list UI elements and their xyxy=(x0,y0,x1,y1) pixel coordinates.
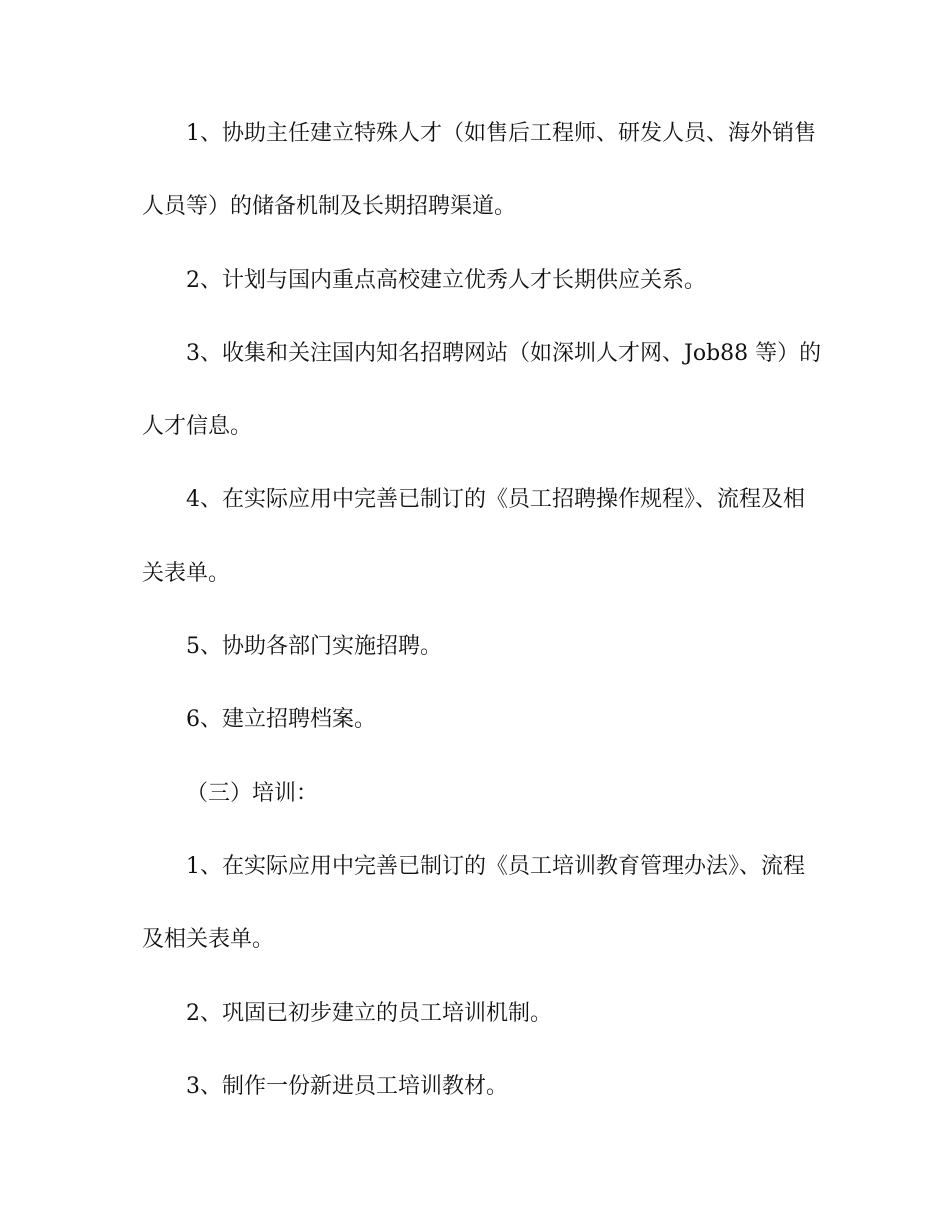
paragraph-line-3: 2、计划与国内重点高校建立优秀人才长期供应关系。 xyxy=(186,267,706,293)
paragraph-line-13: 2、巩固已初步建立的员工培训机制。 xyxy=(186,1000,552,1026)
paragraph-line-12: 及相关表单。 xyxy=(142,927,275,953)
paragraph-line-6: 4、在实际应用中完善已制订的《员工招聘操作规程》、流程及相 xyxy=(186,487,805,513)
paragraph-line-9: 6、建立招聘档案。 xyxy=(186,707,376,733)
paragraph-line-1: 1、协助主任建立特殊人才（如售后工程师、研发人员、海外销售 xyxy=(186,121,816,146)
section-heading-training: （三）培训： xyxy=(186,780,319,806)
paragraph-line-4: 3、收集和关注国内知名招聘网站（如深圳人才网、Job88 等）的 xyxy=(186,340,822,366)
paragraph-line-7: 关表单。 xyxy=(142,560,231,586)
paragraph-line-5: 人才信息。 xyxy=(142,414,253,440)
paragraph-line-8: 5、协助各部门实施招聘。 xyxy=(186,634,442,660)
paragraph-line-2: 人员等）的储备机制及长期招聘渠道。 xyxy=(142,194,517,220)
paragraph-line-11: 1、在实际应用中完善已制订的《员工培训教育管理办法》、流程 xyxy=(186,853,805,879)
paragraph-line-14: 3、制作一份新进员工培训教材。 xyxy=(186,1073,508,1099)
